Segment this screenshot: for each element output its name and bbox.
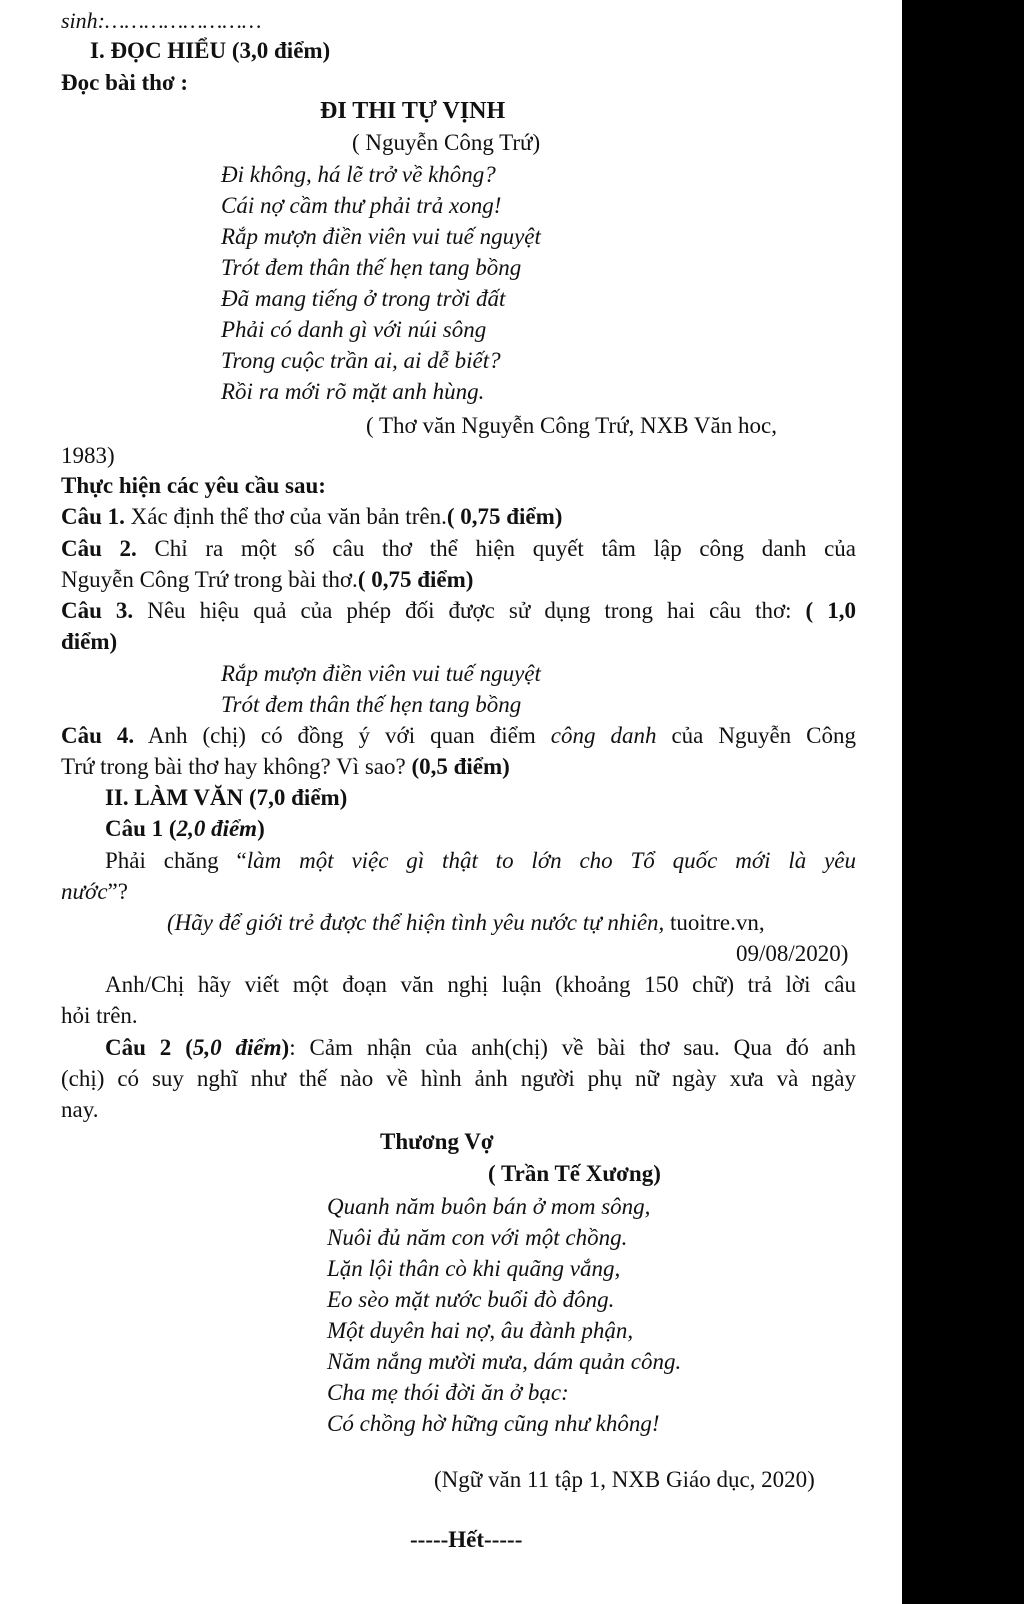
question-4-line1	[61, 723, 856, 749]
essay1-source-date: 09/08/2020)	[736, 941, 849, 966]
q3-points-l2: điểm)	[61, 629, 118, 654]
poem2-source: (Ngữ văn 11 tập 1, NXB Giáo dục, 2020)	[434, 1467, 815, 1492]
essay1-heading	[105, 816, 265, 842]
essay1-task-line1: Anh/Chị hãy viết một đoạn văn nghị luận (khoảng 150 chữ) trả lời câu	[105, 972, 856, 997]
poem1-source-year: 1983)	[61, 443, 115, 468]
poem2-line: Năm nắng mười mưa, dám quản công.	[327, 1349, 682, 1374]
student-label-text: sinh:	[61, 8, 105, 33]
poem1-author: ( Nguyễn Công Trứ)	[352, 130, 541, 155]
q3-quote-line: Rắp mượn điền viên vui tuế nguyệt	[221, 661, 541, 686]
q1-text: Xác định thể thơ của văn bản trên.	[124, 504, 447, 529]
poem2-line: Quanh năm buôn bán ở mom sông,	[327, 1194, 651, 1219]
q3-points-l1: ( 1,0	[805, 598, 856, 623]
essay1-source-site: tuoitre.vn,	[664, 910, 765, 935]
q3-label: Câu 3.	[61, 598, 134, 623]
poem2-line: Lặn lội thân cò khi quãng vắng,	[327, 1256, 621, 1281]
question-2-line1	[61, 536, 856, 562]
essay1-quote-post: ”?	[107, 879, 128, 904]
question-2-line2	[61, 567, 473, 593]
essay2-line1	[105, 1035, 856, 1061]
poem1-line: Cái nợ cầm thư phải trả xong!	[221, 193, 502, 218]
poem2-line: Eo sèo mặt nước buổi đò đông.	[327, 1287, 615, 1312]
poem1-source: ( Thơ văn Nguyễn Công Trứ, NXB Văn hoc,	[366, 413, 777, 438]
read-prompt: Đọc bài thơ :	[61, 70, 189, 95]
student-dots: ……………………	[105, 8, 262, 33]
essay1-quote-pre: Phải chăng “	[105, 848, 247, 873]
question-4-line2	[61, 754, 510, 780]
end-mark: -----Hết-----	[410, 1527, 523, 1552]
q1-label: Câu 1.	[61, 504, 125, 529]
question-3-line1	[61, 598, 856, 624]
poem1-line: Rồi ra mới rõ mặt anh hùng.	[221, 379, 485, 404]
essay1-quote-italic-l2: nước	[61, 879, 108, 904]
tasks-heading: Thực hiện các yêu cầu sau:	[61, 473, 326, 498]
essay1-source-title: (Hãy để giới trẻ được thể hiện tình yêu nước tự nhiên,	[167, 910, 665, 935]
poem1-line: Đã mang tiếng ở trong trời đất	[221, 286, 506, 311]
q1-points: ( 0,75 điểm)	[446, 504, 563, 529]
poem1-line: Đi không, há lẽ trở về không?	[221, 162, 496, 187]
q3-quote-line: Trót đem thân thế hẹn tang bồng	[221, 692, 522, 717]
q3-text-l1: Nêu hiệu quả của phép đối được sử dụng trong hai câu thơ:	[133, 598, 806, 623]
q2-label: Câu 2.	[61, 536, 137, 561]
essay2-points: 5,0 điểm	[192, 1035, 282, 1060]
essay2-close: )	[281, 1035, 290, 1060]
essay2-label: Câu 2 (	[105, 1035, 193, 1060]
essay2-text-l1: : Cảm nhận của anh(chị) về bài thơ sau. Qua đó anh	[289, 1035, 856, 1060]
essay1-label: Câu 1 (	[105, 816, 177, 841]
q4-text-b: của Nguyễn Công	[656, 723, 856, 748]
section-reading-heading: I. ĐỌC HIỂU (3,0 điểm)	[90, 38, 331, 63]
essay1-quote-italic-l1: làm một việc gì thật to lớn cho Tổ quốc mới là yêu	[246, 848, 856, 873]
essay1-points: 2,0 điểm	[176, 816, 258, 841]
essay2-line3: nay.	[61, 1097, 99, 1122]
q4-text-a: Anh (chị) có đồng ý với quan điểm	[134, 723, 551, 748]
poem2-title: Thương Vợ	[380, 1129, 494, 1154]
poem2-line: Cha mẹ thói đời ăn ở bạc:	[327, 1380, 569, 1405]
essay1-close: )	[257, 816, 265, 841]
poem2-line: Nuôi đủ năm con với một chồng.	[327, 1225, 628, 1250]
poem1-line: Trong cuộc trần ai, ai dễ biết?	[221, 348, 501, 373]
poem1-line: Phải có danh gì với núi sông	[221, 317, 487, 342]
q2-text-l1: Chỉ ra một số câu thơ thể hiện quyết tâm lập công danh của	[136, 536, 856, 561]
q4-italic: công danh	[550, 723, 657, 748]
section-writing-heading: II. LÀM VĂN (7,0 điểm)	[105, 785, 348, 810]
poem1-line: Rắp mượn điền viên vui tuế nguyệt	[221, 224, 541, 249]
essay1-task-line2: hỏi trên.	[61, 1003, 138, 1028]
poem1-title: ĐI THI TỰ VỊNH	[320, 98, 506, 124]
q4-text-l2: Trứ trong bài thơ hay không? Vì sao?	[61, 754, 412, 779]
essay1-quote-line2	[61, 879, 128, 905]
essay1-source	[167, 910, 765, 936]
essay2-line2: (chị) có suy nghĩ như thế nào về hình ảnh người phụ nữ ngày xưa và ngày	[61, 1066, 856, 1091]
q4-label: Câu 4.	[61, 723, 135, 748]
q2-text-l2: Nguyễn Công Trứ trong bài thơ.	[61, 567, 358, 592]
essay1-quote-line1	[105, 848, 856, 874]
poem2-author: ( Trần Tế Xương)	[488, 1161, 661, 1186]
poem2-line: Có chồng hờ hững cũng như không!	[327, 1411, 660, 1436]
q4-points: (0,5 điểm)	[411, 754, 510, 779]
student-name-label	[61, 8, 262, 33]
right-black-border	[902, 0, 1024, 1604]
question-1	[61, 504, 562, 530]
poem2-line: Một duyên hai nợ, âu đành phận,	[327, 1318, 634, 1343]
poem1-line: Trót đem thân thế hẹn tang bồng	[221, 255, 522, 280]
q2-points: ( 0,75 điểm)	[357, 567, 474, 592]
